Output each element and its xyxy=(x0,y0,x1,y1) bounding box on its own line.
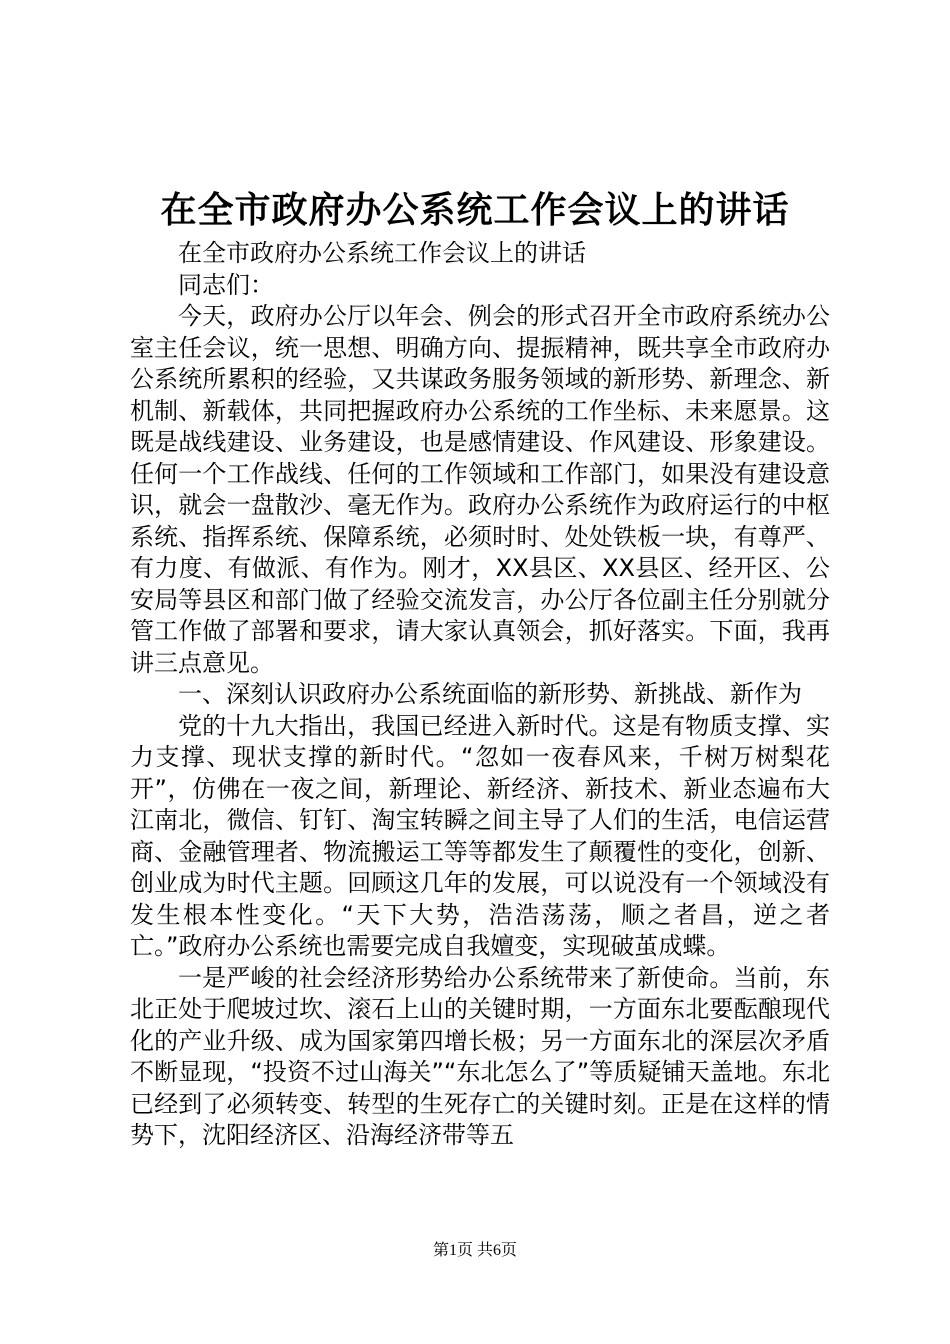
subtitle-paragraph: 在全市政府办公系统工作会议上的讲话 xyxy=(178,239,586,267)
document-title: 在全市政府办公系统工作会议上的讲话 xyxy=(160,189,790,231)
body-paragraph: 今天，政府办公厅以年会、例会的形式召开全市政府系统办公室主任会议，统一思想、明确方向、提振精神，既共享全市政府办公系统所累积的经验，又共谋政务服务领域的新形势、新理念、新机制、新载体，共同把握政府办公系统的工作坐标、未来愿景。这既是战线建设、业务建设，也是感情建设、作风建设、形象建设。任何一个工作战线、任何的工作领域和工作部门，如果没有建设意识，就会一盘散沙、毫无作为。政府办公系统作为政府运行的中枢系统、指挥系统、保障系统，必须时时、处处铁板一块，有尊严、有力度、有做派、有作为。刚才，XX县区、XX县区、经开区、公安局等县区和部门做了经验交流发言，办公厅各位副主任分别就分管工作做了部署和要求，请大家认真领会，抓好落实。下面，我再讲三点意见。 xyxy=(130,302,830,677)
body-paragraph: 党的十九大指出，我国已经进入新时代。这是有物质支撑、实力支撑、现状支撑的新时代。“忽如一夜春风来，千树万树梨花开”，仿佛在一夜之间，新理论、新经济、新技术、新业态遍布大江南北，微信、钉钉、淘宝转瞬之间主导了人们的生活，电信运营商、金融管理者、物流搬运工等等都发生了颠覆性的变化，创新、创业成为时代主题。回顾这几年的发展，可以说没有一个领域没有发生根本性变化。“天下大势，浩浩荡荡，顺之者昌，逆之者亡。”政府办公系统也需要完成自我嬗变，实现破茧成蝶。 xyxy=(130,711,830,960)
body-paragraph: 一是严峻的社会经济形势给办公系统带来了新使命。当前，东北正处于爬坡过坎、滚石上山的关键时期，一方面东北要酝酿现代化的产业升级、成为国家第四增长极；另一方面东北的深层次矛盾不断显现，“投资不过山海关”“东北怎么了”等质疑铺天盖地。东北已经到了必须转变、转型的生死存亡的关键时刻。正是在这样的情势下，沈阳经济区、沿海经济带等五 xyxy=(130,963,830,1149)
salutation-paragraph: 同志们： xyxy=(178,270,274,299)
document-body xyxy=(130,238,830,1152)
section-heading: 一、深刻认识政府办公系统面临的新形势、新挑战、新作为 xyxy=(178,680,802,708)
page-number-footer: 第1页 共6页 xyxy=(432,1242,517,1259)
